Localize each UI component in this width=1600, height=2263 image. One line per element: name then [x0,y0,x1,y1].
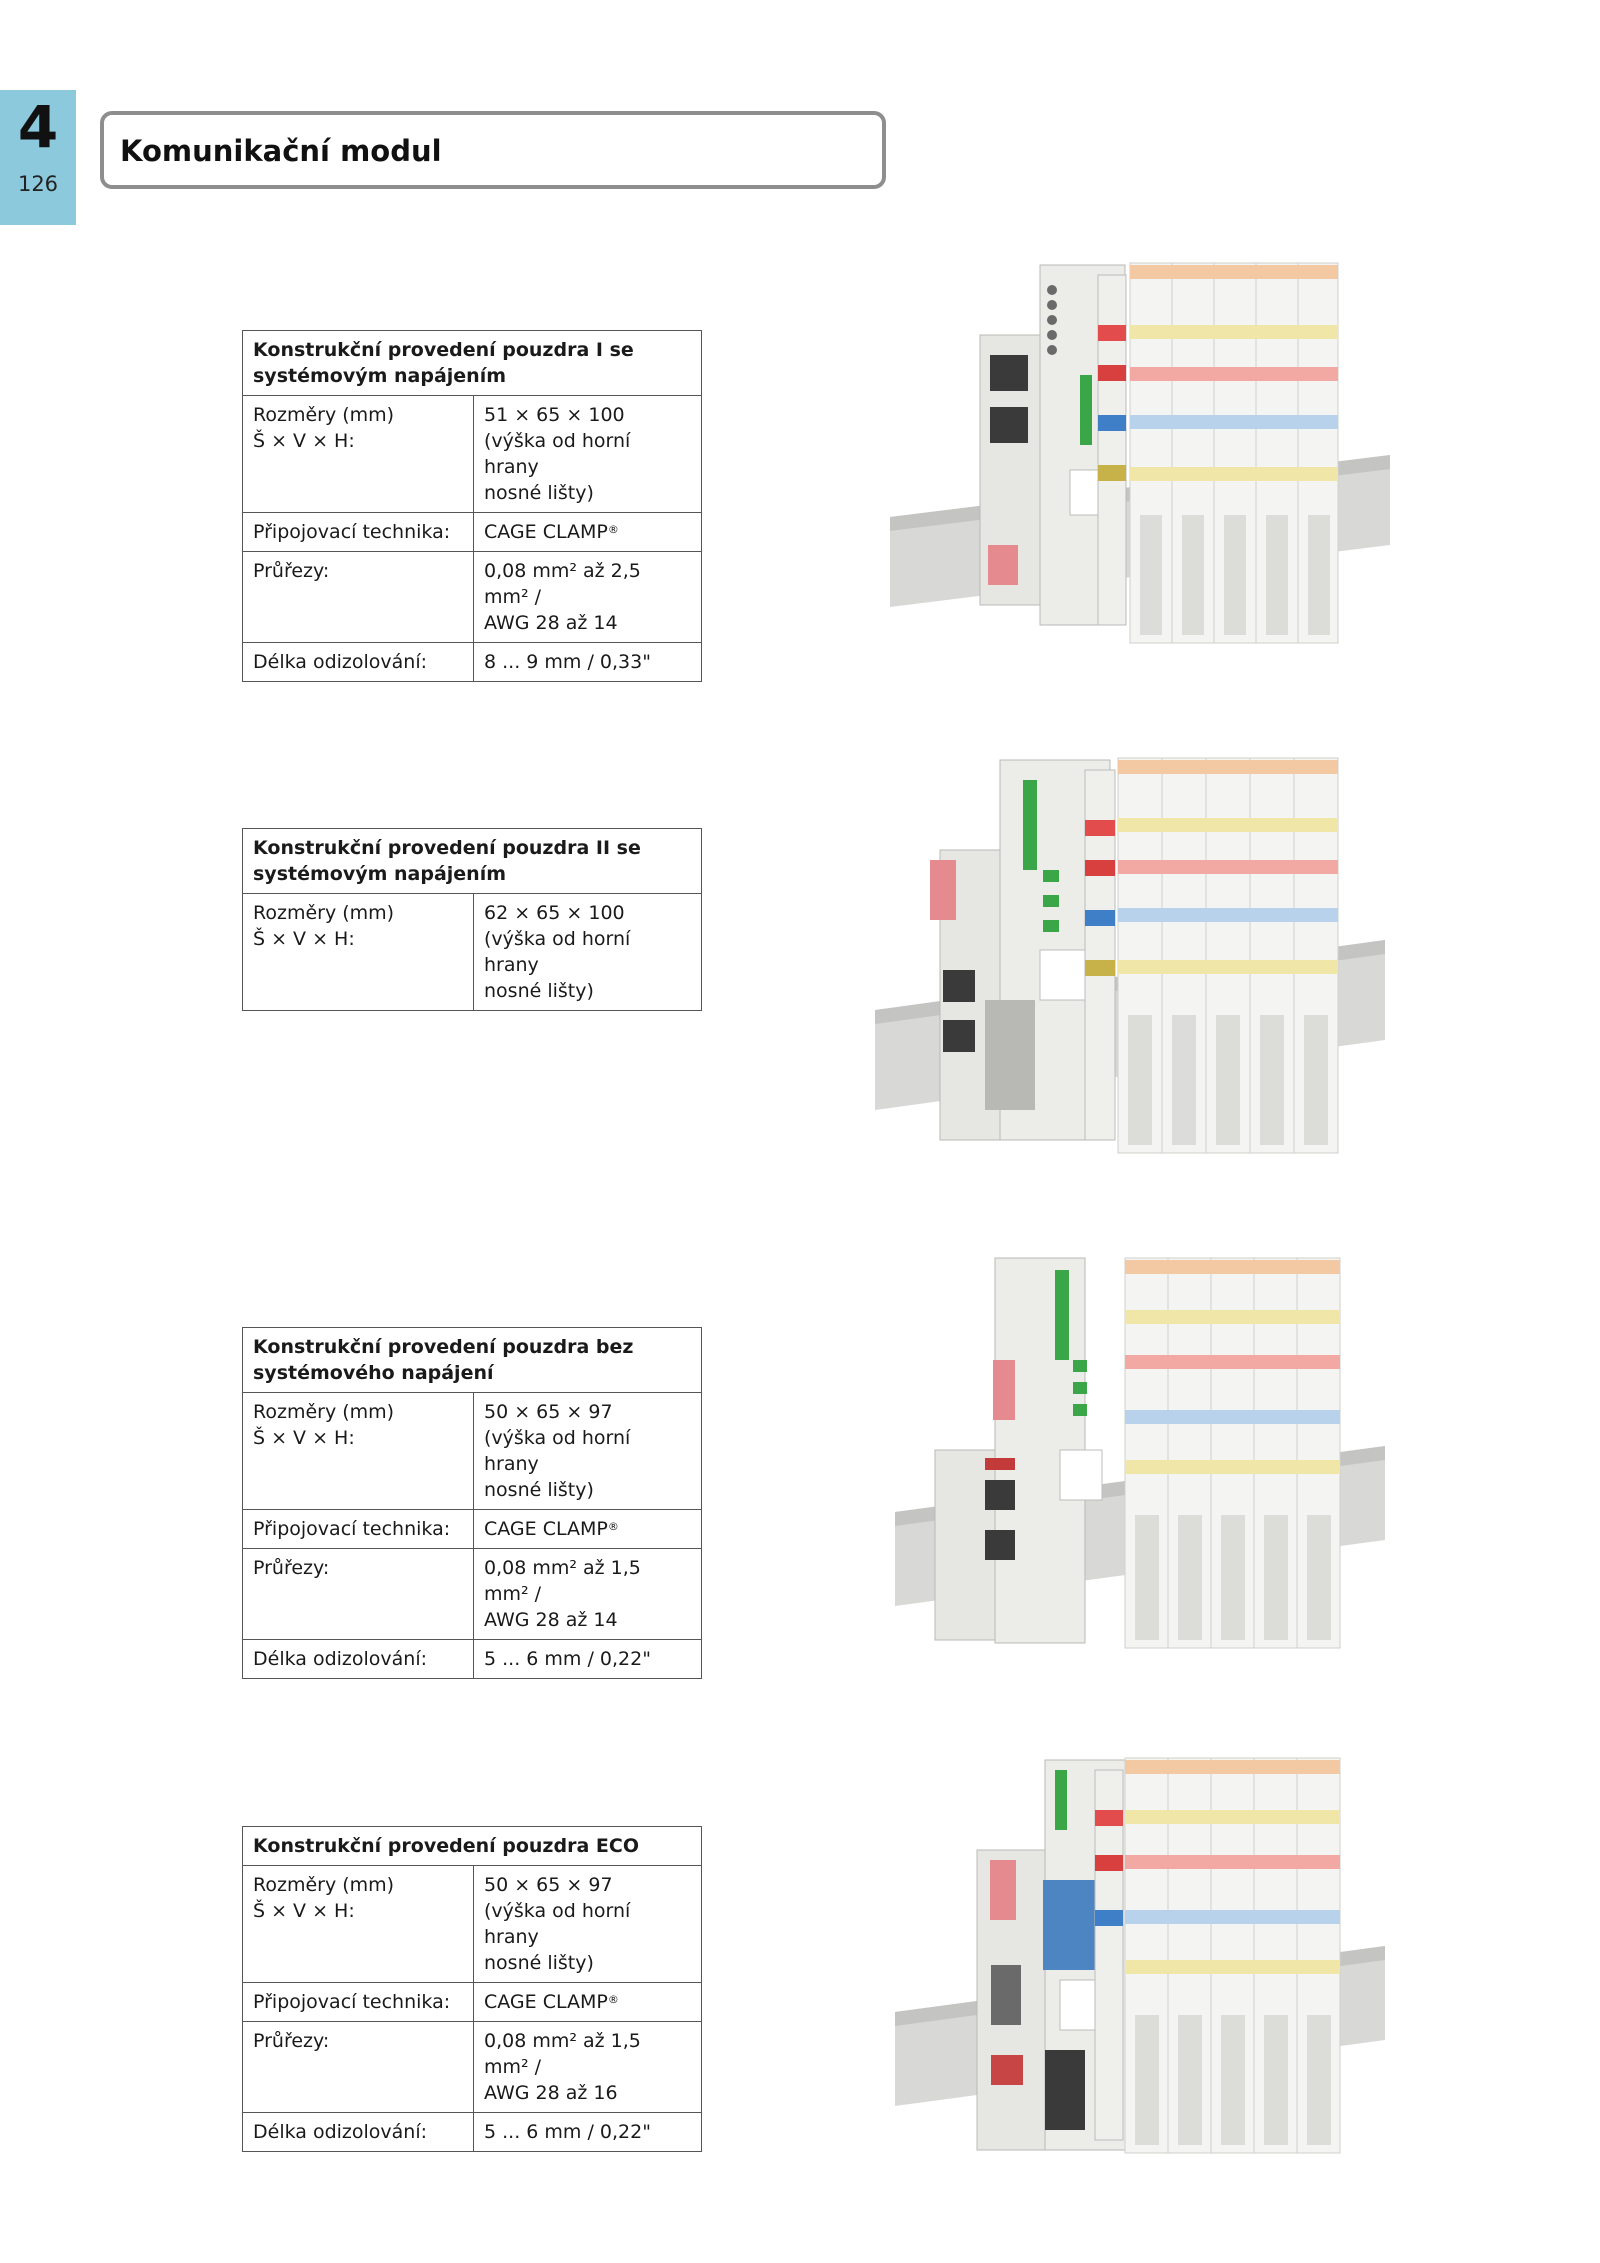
table-header [243,331,702,396]
table-header-row [243,829,702,894]
header-line: systémovým napájením [253,863,507,885]
value-line: nosné lišty) [484,1952,594,1974]
header-line: systémového napájení [253,1362,494,1384]
table-row [243,894,702,1011]
label-line: Š × V × H: [253,430,355,452]
value-line: 50 × 65 × 97 [484,1401,613,1423]
value-line: CAGE CLAMP [484,521,608,543]
row-value [474,1640,702,1679]
label-line: Připojovací technika: [253,521,451,543]
value-line: (výška od horní hrany [484,928,631,976]
label-line: Průřezy: [253,2030,330,2052]
chapter-tab [0,90,76,225]
row-label [243,513,474,552]
table-row [243,396,702,513]
page-title: Komunikační modul [120,134,442,168]
label-line: Délka odizolování: [253,2121,428,2143]
label-line: Š × V × H: [253,1900,355,1922]
header-line: Konstrukční provedení pouzdra ECO [253,1835,639,1857]
chapter-number: 4 [17,93,59,161]
registered-mark: ® [607,1993,619,2006]
label-line: Rozměry (mm) [253,902,395,924]
row-label [243,2022,474,2113]
header-line: systémovým napájením [253,365,507,387]
value-line: CAGE CLAMP [484,1991,608,2013]
profibus-coupler-photo [895,1750,1385,2170]
value-line: CAGE CLAMP [484,1518,608,1540]
registered-mark: ® [607,1520,619,1533]
row-value [474,513,702,552]
row-value [474,552,702,643]
row-label [243,1983,474,2022]
table-row [243,1983,702,2022]
row-value [474,1393,702,1510]
table-row [243,552,702,643]
header-line: Konstrukční provedení pouzdra I se [253,339,634,361]
table-header-row [243,1328,702,1393]
row-value [474,396,702,513]
value-line: 0,08 mm² až 1,5 mm² / [484,2030,641,2078]
row-value [474,2022,702,2113]
label-line: Délka odizolování: [253,651,428,673]
row-label [243,396,474,513]
table-row [243,1866,702,1983]
row-label [243,552,474,643]
row-value [474,1866,702,1983]
label-line: Rozměry (mm) [253,1401,395,1423]
table-header [243,829,702,894]
table-header [243,1328,702,1393]
row-label [243,1510,474,1549]
table-row [243,643,702,682]
label-line: Připojovací technika: [253,1991,451,2013]
value-line: AWG 28 až 16 [484,2082,618,2104]
table-row [243,2022,702,2113]
value-line: 5 ... 6 mm / 0,22" [484,1648,651,1670]
row-label [243,1393,474,1510]
row-value [474,643,702,682]
value-line: nosné lišty) [484,1479,594,1501]
label-line: Š × V × H: [253,1427,355,1449]
value-line: (výška od horní hrany [484,1900,631,1948]
label-line: Průřezy: [253,560,330,582]
header-line: Konstrukční provedení pouzdra II se [253,837,641,859]
value-line: nosné lišty) [484,980,594,1002]
value-line: (výška od horní hrany [484,430,631,478]
label-line: Připojovací technika: [253,1518,451,1540]
spec-table-housing-no-supply [242,1327,702,1679]
spec-table-housing-2 [242,828,702,1011]
table-row [243,1549,702,1640]
value-line: (výška od horní hrany [484,1427,631,1475]
table-row [243,1393,702,1510]
value-line: AWG 28 až 14 [484,612,618,634]
label-line: Rozměry (mm) [253,1874,395,1896]
section-title-box [100,111,886,189]
profinet-coupler-eco-photo [895,1250,1385,1660]
value-line: 51 × 65 × 100 [484,404,625,426]
row-label [243,643,474,682]
row-value [474,1549,702,1640]
value-line: 0,08 mm² až 1,5 mm² / [484,1557,641,1605]
row-value [474,1510,702,1549]
spec-table-housing-1 [242,330,702,682]
table-row [243,1640,702,1679]
label-line: Délka odizolování: [253,1648,428,1670]
header-line: Konstrukční provedení pouzdra bez [253,1336,634,1358]
value-line: nosné lišty) [484,482,594,504]
row-label [243,1866,474,1983]
table-row [243,2113,702,2152]
value-line: 8 ... 9 mm / 0,33" [484,651,651,673]
row-label [243,1640,474,1679]
table-row [243,1510,702,1549]
row-label [243,1549,474,1640]
table-header-row [243,1827,702,1866]
label-line: Rozměry (mm) [253,404,395,426]
profinet-coupler-photo [875,750,1385,1170]
row-label [243,2113,474,2152]
label-line: Průřezy: [253,1557,330,1579]
table-header-row [243,331,702,396]
ethernet-controller-photo [890,255,1390,655]
row-value [474,1983,702,2022]
label-line: Š × V × H: [253,928,355,950]
table-row [243,513,702,552]
row-value [474,894,702,1011]
value-line: 0,08 mm² až 2,5 mm² / [484,560,641,608]
page-number: 126 [17,172,59,196]
spec-table-housing-eco [242,1826,702,2152]
value-line: 50 × 65 × 97 [484,1874,613,1896]
table-header [243,1827,702,1866]
value-line: 5 ... 6 mm / 0,22" [484,2121,651,2143]
registered-mark: ® [607,523,619,536]
row-value [474,2113,702,2152]
value-line: 62 × 65 × 100 [484,902,625,924]
row-label [243,894,474,1011]
value-line: AWG 28 až 14 [484,1609,618,1631]
